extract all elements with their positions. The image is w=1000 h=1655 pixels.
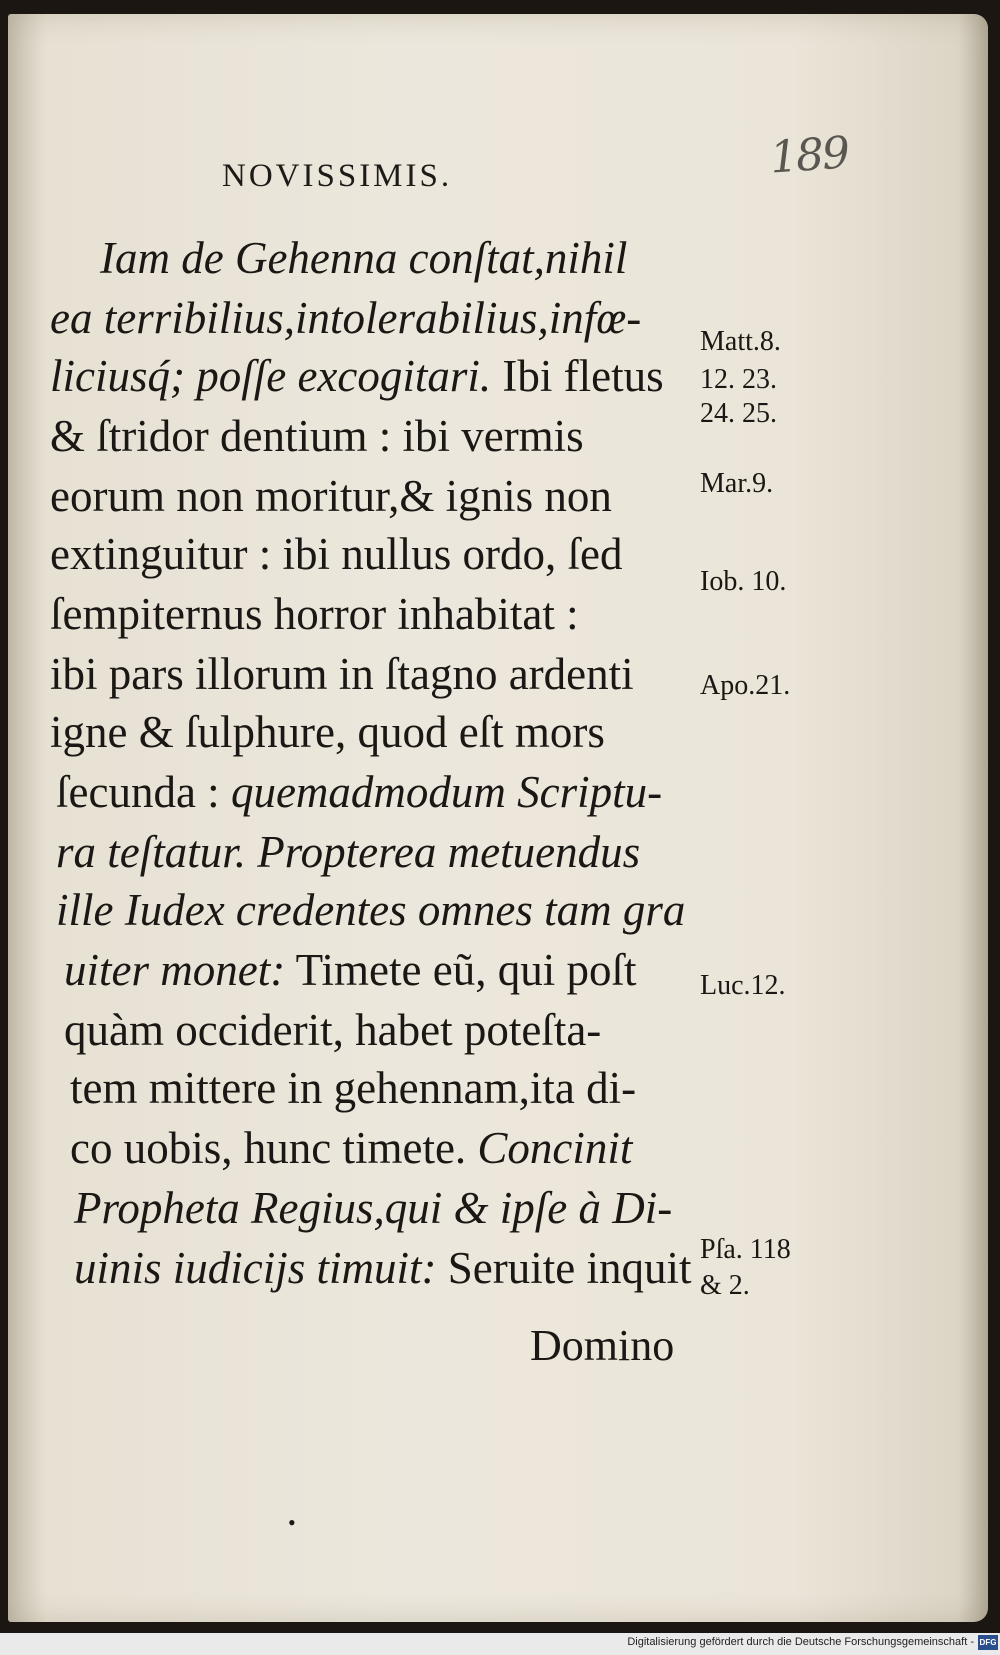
roman-text: ibi pars illorum in ſtagno ardenti [50, 649, 634, 699]
italic-text: ra teſtatur. Propterea metuendus [56, 827, 641, 877]
margin-note: Mar.9. [700, 468, 774, 499]
text-line [70, 1118, 730, 1178]
text-line [70, 1058, 730, 1118]
margin-note: Pſa. 118 [700, 1234, 791, 1265]
roman-text: igne & ſulphure, quod eſt mors [50, 707, 605, 757]
roman-text: Ibi fletus [502, 351, 664, 401]
italic-text: ille Iudex credentes omnes tam gra [56, 885, 686, 935]
signature-mark: • [288, 1510, 296, 1535]
text-line [50, 644, 710, 704]
margin-note: Matt.8. [700, 326, 781, 357]
roman-text: ſecunda : [56, 767, 220, 817]
dfg-logo: DFG [978, 1635, 998, 1650]
text-line [100, 228, 760, 288]
catchword: Domino [530, 1321, 675, 1370]
margin-note: 12. 23. [700, 364, 777, 395]
roman-text: tem mittere in gehennam,ita di- [70, 1063, 637, 1113]
roman-text: Seruite inquit [447, 1243, 692, 1293]
roman-text: ſempiternus horror inhabitat : [50, 589, 579, 639]
text-line [64, 1000, 724, 1060]
italic-text: Concinit [477, 1123, 633, 1173]
running-head: NOVISSIMIS. [222, 158, 453, 194]
margin-note: 24. 25. [700, 398, 777, 429]
italic-text: Propheta Regius,qui & ipſe à Di- [74, 1183, 673, 1233]
folio-number: 189 [768, 127, 850, 184]
footer-credit: Digitalisierung gefördert durch die Deutsche Forschungsgemeinschaft - [627, 1636, 974, 1648]
roman-text: quàm occiderit, habet poteſta- [64, 1005, 602, 1055]
roman-text: extinguitur : ibi nullus ordo, ſed [50, 529, 623, 579]
italic-text: uiter monet: [64, 945, 286, 995]
text-line [56, 762, 716, 822]
roman-text: & ſtridor dentium : ibi vermis [50, 411, 584, 461]
margin-note: Apo.21. [700, 670, 791, 701]
text-line [50, 466, 710, 526]
italic-text: uinis iudicijs timuit: [74, 1243, 437, 1293]
text-line [56, 822, 716, 882]
text-line [50, 346, 710, 406]
text-line [56, 880, 716, 940]
roman-text: eorum non moritur,& ignis non [50, 471, 612, 521]
roman-text: co uobis, hunc timete. [70, 1123, 467, 1173]
text-line [50, 288, 710, 348]
italic-text: quemadmodum Scriptu- [230, 767, 663, 817]
text-line [74, 1238, 734, 1298]
text-line [50, 584, 710, 644]
margin-note: Luc.12. [700, 970, 786, 1001]
italic-text: Iam de Gehenna conſtat,nihil [100, 233, 628, 283]
text-line [50, 406, 710, 466]
text-line [50, 524, 710, 584]
roman-text: Timete eũ, qui poſt [295, 945, 637, 995]
italic-text: liciusq́; poſſe excogitari. [50, 351, 492, 401]
text-line [64, 940, 724, 1000]
digitization-footer [0, 1633, 1000, 1655]
margin-note: Iob. 10. [700, 566, 787, 597]
italic-text: ea terribilius,intolerabilius,infœ- [50, 293, 642, 343]
margin-note: & 2. [700, 1270, 750, 1301]
text-line [74, 1178, 734, 1238]
text-line [50, 702, 710, 762]
